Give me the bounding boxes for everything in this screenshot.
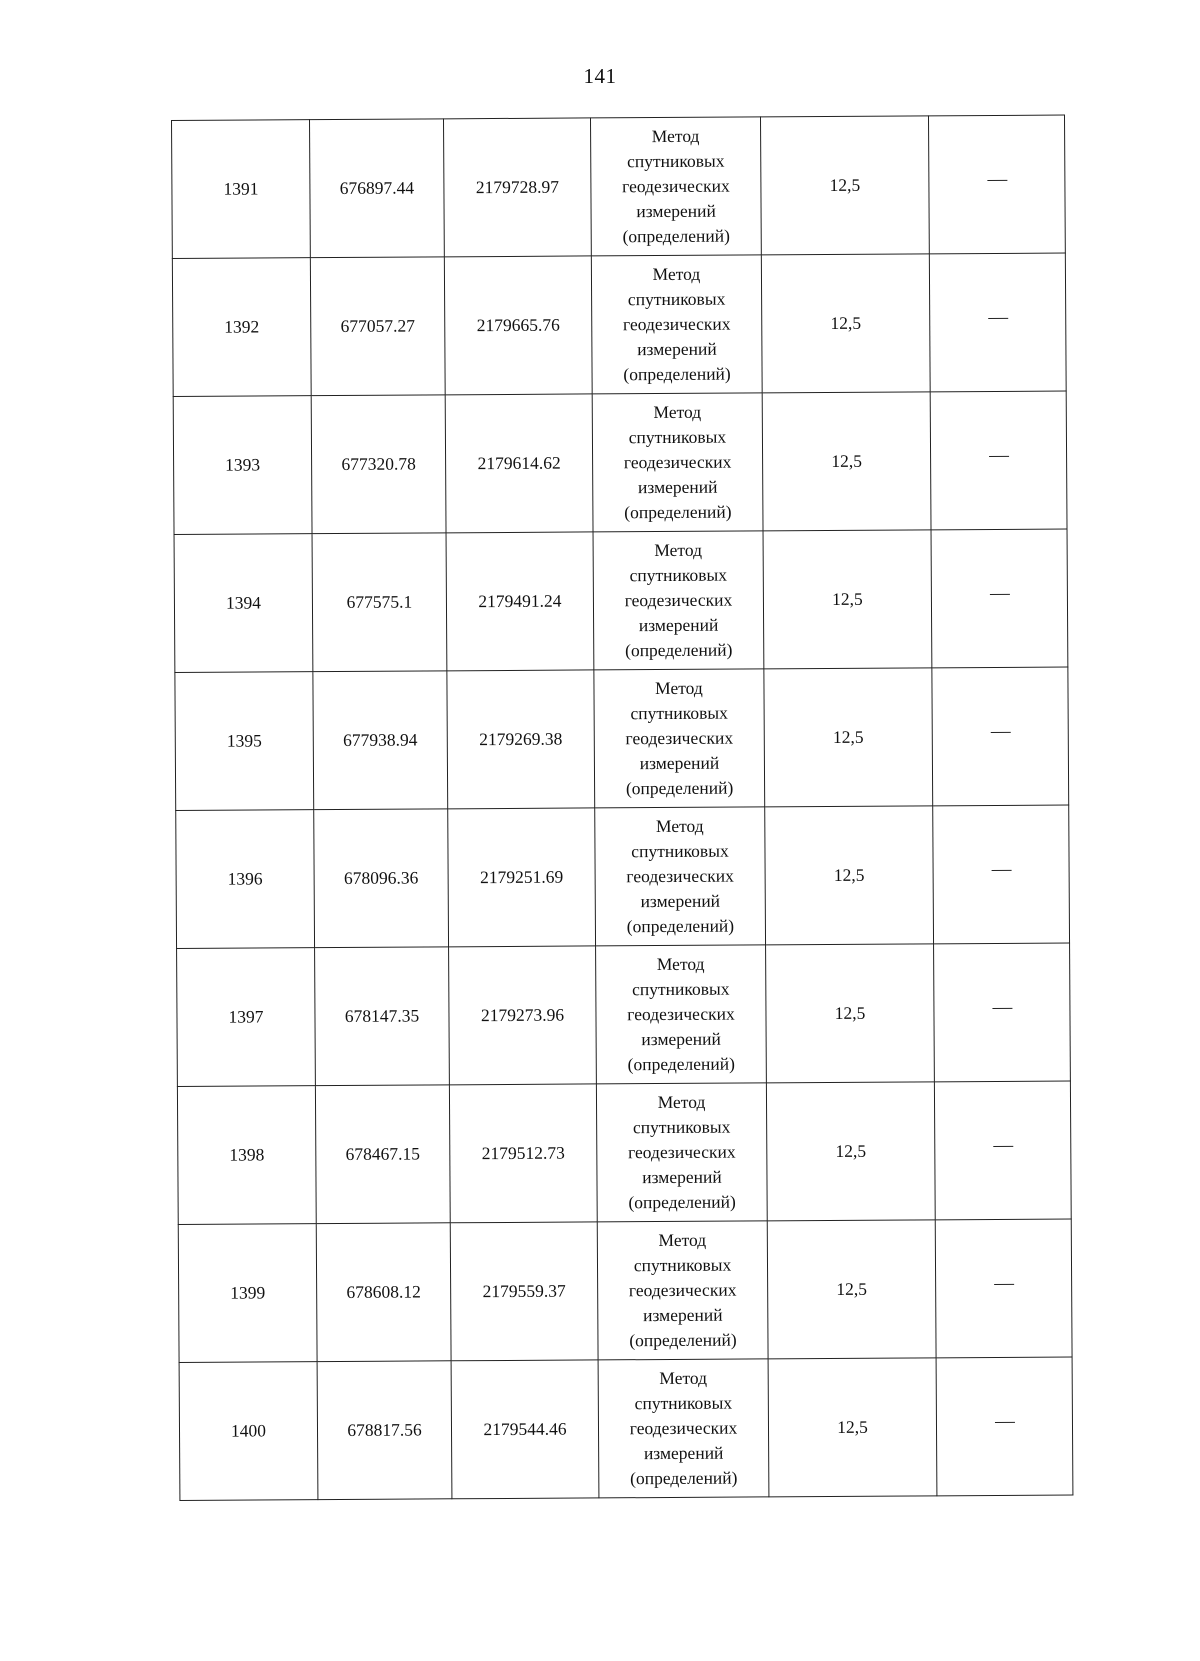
accuracy-value: 12,5 [832, 588, 863, 609]
accuracy-cell [766, 1082, 935, 1221]
point-number-cell: 1395 [175, 672, 314, 811]
method-cell [592, 393, 763, 532]
accuracy-cell [766, 944, 935, 1083]
point-number-cell: 1391 [172, 120, 311, 259]
method-line: Метод [653, 401, 702, 423]
method-line: Метод [655, 677, 703, 699]
point-number-cell: 1393 [173, 396, 312, 535]
method-line: спутниковых [631, 840, 729, 862]
method-line: спутниковых [633, 1254, 732, 1276]
method-line: спутниковых [632, 978, 730, 1000]
x-coordinate-cell: 678467.15 [315, 1085, 450, 1224]
note-cell [929, 253, 1066, 392]
method-line: спутниковых [632, 1116, 731, 1138]
page-number: 141 [583, 64, 617, 88]
table-row [178, 1219, 1072, 1362]
method-line: измерений [636, 200, 716, 222]
y-coordinate-cell: 2179544.46 [451, 1360, 599, 1499]
point-number-cell: 1398 [177, 1086, 316, 1225]
point-number-cell: 1400 [179, 1362, 318, 1501]
method-line: спутниковых [628, 426, 727, 448]
method-line: геодезических [627, 1003, 735, 1025]
method-line: измерений [640, 890, 721, 912]
accuracy-value: 12,5 [836, 1278, 868, 1299]
y-coordinate-cell: 2179512.73 [449, 1084, 597, 1223]
method-cell [594, 669, 765, 808]
accuracy-value: 12,5 [835, 1140, 867, 1161]
method-line: геодезических [625, 727, 734, 749]
accuracy-value: 12,5 [833, 864, 865, 885]
method-line: (определений) [626, 915, 735, 937]
method-cell [590, 117, 761, 256]
accuracy-value: 12,5 [831, 450, 862, 471]
table-row [172, 253, 1066, 396]
method-line: спутниковых [626, 150, 725, 172]
method-line: геодезических [629, 1417, 738, 1439]
x-coordinate-cell: 677057.27 [310, 257, 445, 396]
method-line: геодезических [622, 175, 730, 197]
method-cell [591, 255, 762, 394]
x-coordinate-cell: 677575.1 [312, 533, 447, 672]
note-cell [931, 529, 1068, 668]
accuracy-cell [761, 254, 930, 393]
method-cell [598, 1359, 769, 1498]
y-coordinate-cell: 2179728.97 [443, 118, 591, 257]
table-row [177, 943, 1071, 1086]
y-coordinate-cell: 2179665.76 [444, 256, 592, 395]
accuracy-value: 12,5 [832, 726, 864, 747]
method-line: (определений) [625, 639, 733, 661]
method-line: измерений [642, 1166, 722, 1188]
table-row [173, 391, 1067, 534]
table-body [172, 115, 1073, 1500]
x-coordinate-cell: 678817.56 [317, 1361, 452, 1500]
dash-mark [991, 870, 1011, 871]
dash-mark [993, 1146, 1013, 1147]
accuracy-cell [767, 1220, 936, 1359]
dash-mark [994, 1284, 1014, 1285]
dash-mark [990, 732, 1010, 733]
method-line: измерений [642, 1304, 723, 1326]
table-row [176, 805, 1070, 948]
accuracy-value: 12,5 [837, 1416, 868, 1437]
y-coordinate-cell: 2179269.38 [447, 670, 595, 809]
method-line: измерений [637, 476, 718, 498]
method-line: Метод [652, 263, 701, 285]
dash-mark [988, 318, 1008, 319]
note-cell [934, 1081, 1071, 1220]
method-cell [593, 531, 764, 670]
method-line: (определений) [623, 363, 731, 385]
dash-mark [994, 1422, 1014, 1423]
dash-mark [987, 180, 1007, 181]
y-coordinate-cell: 2179273.96 [449, 946, 597, 1085]
method-line: Метод [657, 1091, 706, 1113]
method-line: измерений [639, 752, 720, 774]
method-line: Метод [656, 953, 705, 975]
table-row [179, 1357, 1073, 1500]
accuracy-value: 12,5 [830, 312, 862, 333]
method-line: Метод [654, 539, 703, 561]
method-line: измерений [637, 338, 717, 360]
table-row [175, 667, 1069, 810]
x-coordinate-cell: 678096.36 [314, 809, 449, 948]
accuracy-value: 12,5 [829, 174, 861, 195]
accuracy-cell [763, 530, 932, 669]
note-cell [935, 1219, 1072, 1358]
x-coordinate-cell: 678147.35 [315, 947, 450, 1086]
x-coordinate-cell: 677938.94 [313, 671, 448, 810]
method-line: (определений) [624, 501, 732, 523]
method-line: (определений) [628, 1191, 736, 1213]
accuracy-cell [760, 116, 929, 255]
accuracy-cell [765, 806, 934, 945]
method-line: спутниковых [630, 702, 728, 724]
method-line: геодезических [628, 1279, 737, 1301]
dash-mark [992, 1008, 1012, 1009]
table-row [177, 1081, 1071, 1224]
note-cell [933, 805, 1070, 944]
x-coordinate-cell: 676897.44 [310, 119, 445, 258]
method-line: (определений) [625, 777, 734, 799]
point-number-cell: 1392 [172, 258, 311, 397]
coordinates-table [171, 115, 1073, 1501]
method-cell [597, 1221, 768, 1360]
method-line: измерений [643, 1442, 724, 1464]
y-coordinate-cell: 2179614.62 [445, 394, 593, 533]
method-line: геодезических [623, 451, 732, 473]
y-coordinate-cell: 2179491.24 [446, 532, 594, 671]
y-coordinate-cell: 2179251.69 [448, 808, 596, 947]
method-line: Метод [659, 1367, 708, 1389]
note-cell [932, 667, 1069, 806]
note-cell [934, 943, 1071, 1082]
point-number-cell: 1396 [176, 810, 315, 949]
dash-mark [989, 456, 1009, 457]
point-number-cell: 1394 [174, 534, 313, 673]
method-line: спутниковых [627, 288, 726, 310]
x-coordinate-cell: 677320.78 [311, 395, 446, 534]
method-line: измерений [638, 614, 719, 636]
method-line: Метод [655, 815, 704, 837]
point-number-cell: 1399 [178, 1224, 317, 1363]
accuracy-cell [762, 392, 931, 531]
method-line: (определений) [627, 1053, 735, 1075]
note-cell [928, 115, 1065, 254]
method-cell [596, 1083, 767, 1222]
method-line: (определений) [622, 225, 730, 247]
point-number-cell: 1397 [177, 948, 316, 1087]
table-row [172, 115, 1066, 258]
method-line: измерений [641, 1028, 721, 1050]
table-row [174, 529, 1068, 672]
method-line: Метод [658, 1229, 707, 1251]
method-line: спутниковых [634, 1392, 733, 1414]
method-line: геодезических [622, 313, 731, 335]
method-line: (определений) [629, 1329, 737, 1351]
note-cell [930, 391, 1067, 530]
x-coordinate-cell: 678608.12 [316, 1223, 451, 1362]
method-line: (определений) [630, 1467, 738, 1489]
y-coordinate-cell: 2179559.37 [450, 1222, 598, 1361]
method-line: геодезических [627, 1141, 736, 1163]
method-line: Метод [651, 125, 700, 147]
method-cell [595, 807, 766, 946]
accuracy-cell [764, 668, 933, 807]
accuracy-value: 12,5 [834, 1002, 866, 1023]
method-line: спутниковых [629, 564, 728, 586]
accuracy-cell [768, 1358, 937, 1497]
dash-mark [989, 594, 1009, 595]
note-cell [936, 1357, 1073, 1496]
method-line: геодезических [624, 589, 733, 611]
method-cell [596, 945, 767, 1084]
method-line: геодезических [626, 865, 734, 887]
